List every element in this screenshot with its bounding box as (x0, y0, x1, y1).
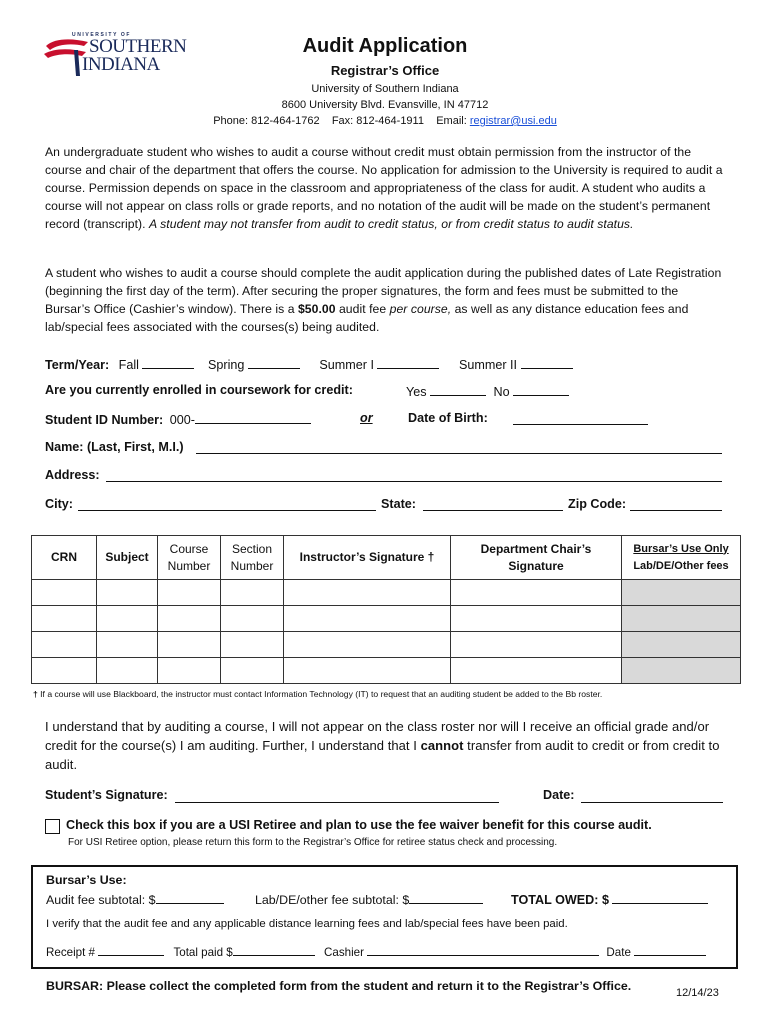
address-label: Address: (45, 468, 100, 482)
bursar-verify-text: I verify that the audit fee and any applicable distance learning fees and lab/special fees have been paid. (46, 918, 568, 930)
intro-paragraph-1 (45, 143, 725, 233)
course-table (31, 535, 741, 684)
audit-fee-field[interactable] (156, 891, 224, 904)
agreement-paragraph (45, 717, 725, 774)
state-label: State: (381, 497, 416, 511)
cashier-label: Cashier (324, 946, 364, 959)
signature-date-label: Date: (543, 788, 575, 802)
dob-label: Date of Birth: (408, 411, 488, 425)
receipt-field[interactable] (98, 943, 164, 956)
total-paid-field[interactable] (233, 943, 315, 956)
email-link[interactable]: registrar@usi.edu (469, 115, 557, 127)
table-row (32, 580, 741, 606)
name-label: Name: (Last, First, M.I.) (45, 440, 184, 454)
cashier-field[interactable] (367, 943, 599, 956)
intro-p2-italic: per course, (389, 302, 452, 316)
yes-field[interactable] (430, 383, 486, 396)
bursar-heading: Bursar’s Use: (46, 873, 127, 887)
address-field[interactable] (106, 481, 722, 482)
header-chair-signature: Department Chair’s Signature (451, 536, 622, 580)
total-paid-label: Total paid $ (173, 946, 233, 959)
lab-fee-field[interactable] (409, 891, 483, 904)
student-id-prefix: 000- (169, 413, 195, 427)
intro-p2-a: A student who wishes to audit a course should complete the audit application during the published dates of Late Registration (beginning the first day of the term). After securing the proper signatures, the form and fees must be submitted to the Bursar’s Office (Cashier’s window). There is a (45, 266, 722, 316)
contact-info: Phone: 812-464-1762 Fax: 812-464-1911 Email: (213, 115, 470, 127)
office-name: Registrar’s Office (330, 63, 440, 78)
intro-paragraph-2 (45, 264, 725, 336)
logo-top-text: UNIVERSITY OF (72, 32, 132, 38)
enrolled-question: Are you currently enrolled in coursework for credit: (45, 383, 353, 397)
revision-date: 12/14/23 (676, 987, 719, 999)
city-field[interactable] (78, 510, 376, 511)
contact-line (0, 115, 770, 127)
total-owed-field[interactable] (612, 891, 708, 904)
header-course-number: Course Number (158, 536, 221, 580)
footnote-text: If a course will use Blackboard, the instructor must contact Information Technology (IT) to request that an auditing student be added to the Bb roster. (37, 689, 603, 699)
summer1-label: Summer I (319, 358, 374, 372)
student-id-field[interactable] (195, 411, 311, 424)
audit-fee-row (46, 891, 224, 907)
signature-date-field[interactable] (581, 802, 723, 803)
logo-line2: INDIANA (82, 54, 160, 75)
receipt-label: Receipt # (46, 946, 95, 959)
table-row (32, 632, 741, 658)
retiree-checkbox[interactable] (45, 819, 60, 834)
institution-address: 8600 University Blvd. Evansville, IN 47712 (281, 99, 489, 111)
name-field[interactable] (196, 453, 722, 454)
spring-label: Spring (207, 358, 245, 372)
fall-field[interactable] (142, 356, 194, 369)
intro-p2-b: audit fee (335, 302, 390, 316)
audit-fee-amount: $50.00 (297, 302, 336, 316)
lab-fee-label: Lab/DE/other fee subtotal: $ (255, 893, 410, 907)
header-subject: Subject (97, 536, 158, 580)
city-label: City: (45, 497, 73, 511)
agreement-text-a: I understand that by auditing a course, I will not appear on the class roster nor will I receive an official grade and/or credit for the course(s) I am auditing. Further, I understand that I (45, 719, 710, 753)
no-label: No (493, 385, 510, 399)
student-signature-field[interactable] (175, 802, 499, 803)
state-field[interactable] (423, 510, 563, 511)
table-row (32, 658, 741, 684)
summer1-field[interactable] (377, 356, 439, 369)
table-header-row (32, 536, 741, 580)
fall-label: Fall (118, 358, 139, 372)
lab-fee-row (255, 891, 483, 907)
total-owed-label: TOTAL OWED: $ (511, 893, 609, 907)
summer2-field[interactable] (521, 356, 573, 369)
dagger-mark: † (33, 689, 38, 699)
total-owed-row (511, 891, 708, 907)
retiree-checkbox-label: Check this box if you are a USI Retiree and plan to use the fee waiver benefit for this course audit. (66, 818, 652, 832)
enrolled-answer (406, 383, 569, 399)
retiree-note: For USI Retiree option, please return this form to the Registrar’s Office for retiree status check and processing. (68, 837, 558, 848)
header-instructor-signature: Instructor’s Signature † (284, 536, 451, 580)
bursar-instruction: BURSAR: Please collect the completed form from the student and return it to the Registrar’s Office. (46, 979, 632, 993)
intro-p2-c: as well as any distance education fees and lab/special fees associated with the courses(s) being audited. (45, 302, 689, 334)
agreement-cannot: cannot (420, 738, 464, 753)
or-label: or (360, 411, 373, 425)
intro-p1-text: An undergraduate student who wishes to audit a course without credit must obtain permission from the instructor of the course and chair of the department that offers the course. No application for admission to the University is required to audit a course. Permission depends on space in the classroom and appropriateness of the class for audit. A student who audits a course will not appear on class rolls or grade reports, and no notation of the audit will be made on the student’s permanent record (transcript). (45, 145, 723, 231)
header-section-number: Section Number (221, 536, 284, 580)
dob-field[interactable] (513, 424, 648, 425)
student-id-label: Student ID Number: (45, 413, 164, 427)
bursar-date-label: Date (606, 946, 631, 959)
blackboard-footnote (33, 689, 602, 699)
agreement-text-b: transfer from audit to credit or from credit to audit. (45, 738, 720, 772)
yes-label: Yes (406, 385, 427, 399)
header-bursar-use: Bursar’s Use Only Lab/DE/Other fees (622, 536, 741, 580)
no-field[interactable] (513, 383, 569, 396)
bursar-date-field[interactable] (634, 943, 706, 956)
spring-field[interactable] (248, 356, 300, 369)
zip-label: Zip Code: (568, 497, 627, 511)
institution-name: University of Southern Indiana (311, 83, 459, 95)
summer2-label: Summer II (458, 358, 518, 372)
table-row (32, 606, 741, 632)
term-row (45, 356, 573, 372)
zip-field[interactable] (630, 510, 722, 511)
intro-p1-italic: A student may not transfer from audit to credit status, or from credit status to audit status. (149, 217, 634, 231)
student-id-row (45, 411, 311, 427)
logo-line1: SOUTHERN (89, 36, 187, 57)
header-crn: CRN (32, 536, 97, 580)
page-title: Audit Application (302, 35, 468, 57)
receipt-row (46, 943, 706, 959)
audit-fee-label: Audit fee subtotal: $ (46, 893, 156, 907)
student-signature-label: Student’s Signature: (45, 788, 168, 802)
term-label: Term/Year: (45, 358, 110, 372)
